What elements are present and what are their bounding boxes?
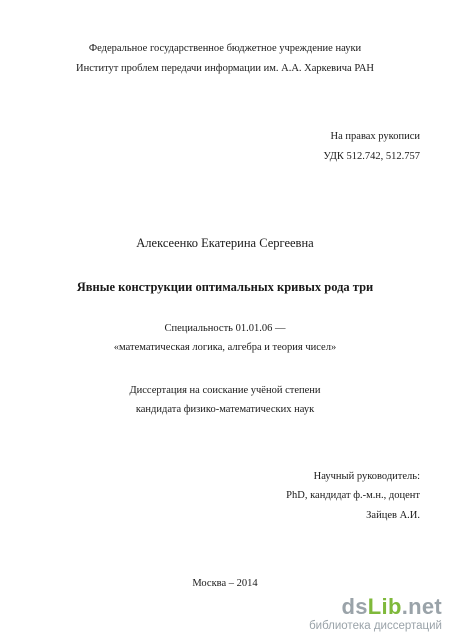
degree-line-2: кандидата физико-математических наук: [135, 404, 315, 415]
specialty-line-1: Специальность 01.01.06 —: [164, 323, 286, 334]
city-year: Москва – 2014: [192, 578, 258, 589]
supervisor-name: Зайцев А.И.: [366, 510, 420, 521]
supervisor-label: Научный руководитель:: [313, 471, 420, 482]
logo-ds: ds: [341, 594, 368, 619]
author-name: Алексеенко Екатерина Сергеевна: [136, 236, 314, 250]
institution-line-1: Федеральное государственное бюджетное учреждение науки: [88, 43, 362, 54]
institution-line-2: Институт проблем передачи информации им. А.А. Харкевича РАН: [76, 63, 374, 74]
dslib-watermark: [262, 595, 442, 633]
watermark-subtitle: библиотека диссертаций: [309, 620, 442, 632]
specialty-line-2: «математическая логика, алгебра и теория чисел»: [113, 342, 337, 353]
manuscript-rights-note: На правах рукописи: [330, 131, 420, 142]
udk-code: УДК 512.742, 512.757: [323, 151, 420, 162]
dissertation-title: Явные конструкции оптимальных кривых рода три: [76, 280, 374, 294]
supervisor-title: PhD, кандидат ф.-м.н., доцент: [286, 490, 420, 501]
logo-net: .net: [401, 594, 442, 619]
dslib-logo: [262, 595, 442, 619]
logo-lib: Lib: [367, 594, 402, 619]
degree-line-1: Диссертация на соискание учёной степени: [129, 385, 321, 396]
